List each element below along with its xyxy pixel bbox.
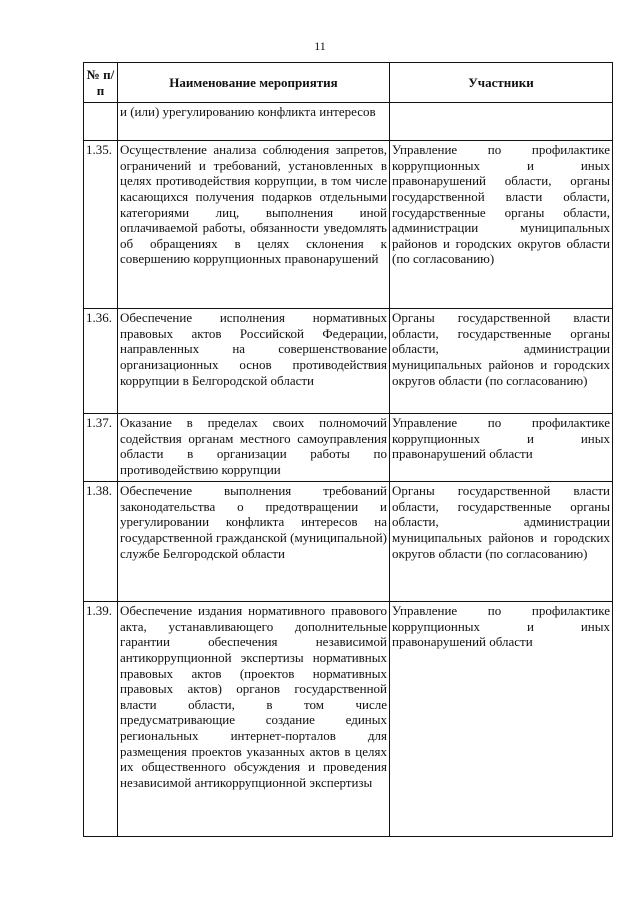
row-activity: Обеспечение издания нормативного правового акта, устанавливающего дополнительные гарантии обеспечения независимой антикоррупционной экспертизы нормативных правовых актов (проектов нормативных правовых актов) органов государственной власти области, в том числе предусматривающие создание единых региональных интернет-порталов для размещения проектов указанных актов в целях их общественного обсуждения и проведения независимой антикоррупционной экспертизы [118, 602, 390, 837]
row-number: 1.35. [84, 141, 118, 309]
row-participants: Управление по профилактике коррупционных и иных правонарушений области, органы государственной власти области, государственные органы области, администрации муниципальных районов и городских округов области (по согласованию) [390, 141, 613, 309]
header-activity: Наименование мероприятия [118, 63, 390, 103]
table-header-row [84, 63, 613, 103]
row-activity: Обеспечение выполнения требований законодательства о предотвращении и урегулировании конфликта интересов на государственной гражданской (муниципальной) службе Белгородской области [118, 482, 390, 602]
row-participants: Управление по профилактике коррупционных и иных правонарушений области [390, 602, 613, 837]
row-activity: Оказание в пределах своих полномочий содействия органам местного самоуправления области в организации работы по противодействию коррупции [118, 414, 390, 482]
row-participants: Органы государственной власти области, государственные органы области, администрации муниципальных районов и городских округов области (по согласованию) [390, 482, 613, 602]
row-participants [390, 103, 613, 141]
row-number: 1.39. [84, 602, 118, 837]
table-row [84, 414, 613, 482]
measures-table [83, 62, 613, 837]
row-number: 1.38. [84, 482, 118, 602]
row-participants: Органы государственной власти области, государственные органы области, администрации муниципальных районов и городских округов области (по согласованию) [390, 309, 613, 414]
header-participants: Участники [390, 63, 613, 103]
row-number [84, 103, 118, 141]
row-activity: и (или) урегулированию конфликта интересов [118, 103, 390, 141]
row-number: 1.36. [84, 309, 118, 414]
row-number: 1.37. [84, 414, 118, 482]
table-row [84, 141, 613, 309]
table-row [84, 482, 613, 602]
table-row [84, 602, 613, 837]
table-row [84, 103, 613, 141]
page-number: 11 [314, 39, 326, 53]
table-row [84, 309, 613, 414]
row-activity: Осуществление анализа соблюдения запретов, ограничений и требований, установленных в целях противодействия коррупции, в том числе касающихся получения подарков отдельными категориями лиц, выполнения иной оплачиваемой работы, обязанности уведомлять об обращениях в целях склонения к совершению коррупционных правонарушений [118, 141, 390, 309]
row-activity: Обеспечение исполнения нормативных правовых актов Российской Федерации, направленных на совершенствование организационных основ противодействия коррупции в Белгородской области [118, 309, 390, 414]
row-participants: Управление по профилактике коррупционных и иных правонарушений области [390, 414, 613, 482]
header-number: № п/п [84, 63, 118, 103]
